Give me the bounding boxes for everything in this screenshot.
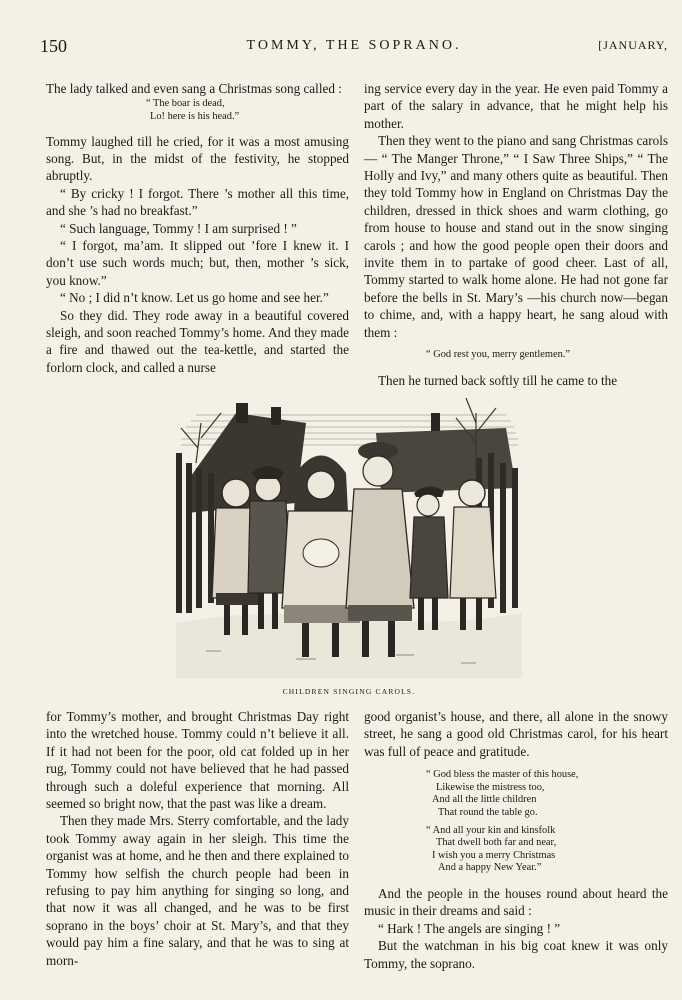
paragraph: So they did. They rode away in a beautiful covered sleigh, and soon reached Tommy’s home. And they made a fire and thawed out the tea-kettle, and started the forlorn clock, and called a nurse (46, 307, 349, 375)
column-bottom-right (364, 708, 668, 972)
verse-god-rest-you (426, 349, 668, 362)
verse-line: I wish you a merry Christmas (432, 849, 556, 861)
running-title: TOMMY, THE SOPRANO. (246, 38, 462, 53)
paragraph: The lady talked and even sang a Christmas song called : (46, 81, 342, 96)
verse-line: Lo! here is his head.” (150, 111, 240, 122)
paragraph: Tommy laughed till he cried, for it was a most amusing song. But, in the midst of the festivity, he stopped abruptly. (46, 133, 349, 184)
paragraph: “ Such language, Tommy ! I am surprised ! ” (60, 220, 297, 236)
page-number: 150 (40, 36, 67, 56)
column-top-right (364, 80, 668, 389)
running-header (40, 36, 668, 60)
verse-god-bless (426, 769, 668, 819)
paragraph: for Tommy’s mother, and brought Christmas Day right into the wretched house. Tommy could n’t believe it all. If it had not been for the poor, old cat folded up in her rug, Tommy could not have believed that he had passed through such a doleful experience that morning. All seemed so bright now, that the past was like a dream. (46, 709, 349, 812)
paragraph: “ No ; I did n’t know. Let us go home and see her.” (60, 290, 329, 306)
verse-line: “ And all your kin and kinsfolk (426, 824, 556, 836)
paragraph: “ I forgot, ma’am. It slipped out ’fore I knew it. I don’t use such words much; but, then, mother ’s sick, you know.” (46, 238, 349, 288)
running-month: [JANUARY, (598, 38, 668, 52)
paragraph: “ Hark ! The angels are singing ! ” (378, 920, 561, 936)
paragraph: Then he turned back softly till he came to the (378, 372, 618, 388)
verse-line: Likewise the mistress too, (436, 781, 545, 793)
verse-line: And all the little children (432, 794, 537, 806)
paragraph: ing service every day in the year. He even paid Tommy a part of the salary in advance, that he might help his mother. (364, 81, 668, 131)
verse-boar (146, 98, 349, 123)
paragraph: But the watchman in his big coat knew it was only Tommy, the soprano. (364, 938, 668, 971)
verse-line: “ The boar is dead, (146, 98, 225, 110)
column-bottom-left (46, 708, 349, 969)
paragraph: good organist’s house, and there, all alone in the snowy street, he sang a good old Christmas carol, for his heart was full of peace and gratitude. (364, 709, 668, 759)
paragraph: Then they went to the piano and sang Christmas carols — “ The Manger Throne,” “ I Saw Three Ships,” “ The Holly and Ivy,” and many others quite as beautiful. Then they told Tommy how in England on Christmas Day the children, dressed in thick shoes and warm clothing, go from house to house and stand out in the snow singing carols ; and how the good people open their doors and invite them in to partake of good cheer. Last of all, Tommy started to walk home alone. He had not gone far before the bells in St. Mary’s —his church now—began to chime, and, with a happy heart, he sang aloud with them : (364, 133, 668, 340)
figure-caption: CHILDREN SINGING CAROLS. (282, 687, 416, 696)
paragraph: And the people in the houses round about heard the music in their dreams and said : (364, 885, 668, 919)
paragraph: “ By cricky ! I forgot. There ’s mother all this time, and she ’s had no breakfast.” (46, 185, 349, 219)
paragraph: Then they made Mrs. Sterry comfortable, and the lady took Tommy away again in her sleigh. This time the organist was at home, and he then and there explained to Tommy how selfish the church people had been in refusing to pay him anything for singing so long, and that now it was all changed, and he was to be first soprano in the boys’ choir at St. Mary’s, and that they would pay him a fine salary, and that he was to sing at morn- (46, 813, 349, 968)
verse-line: And a happy New Year.” (438, 862, 542, 874)
verse-line: That dwell both far and near, (436, 837, 557, 849)
illustration-children-singing-carols (176, 393, 522, 678)
column-top-left (46, 80, 349, 376)
verse-kin-and-kinsfolk (426, 825, 668, 875)
verse-line: “ God rest you, merry gentlemen.” (426, 349, 570, 361)
verse-line: “ God bless the master of this house, (426, 769, 579, 781)
verse-line: That round the table go. (438, 807, 538, 818)
